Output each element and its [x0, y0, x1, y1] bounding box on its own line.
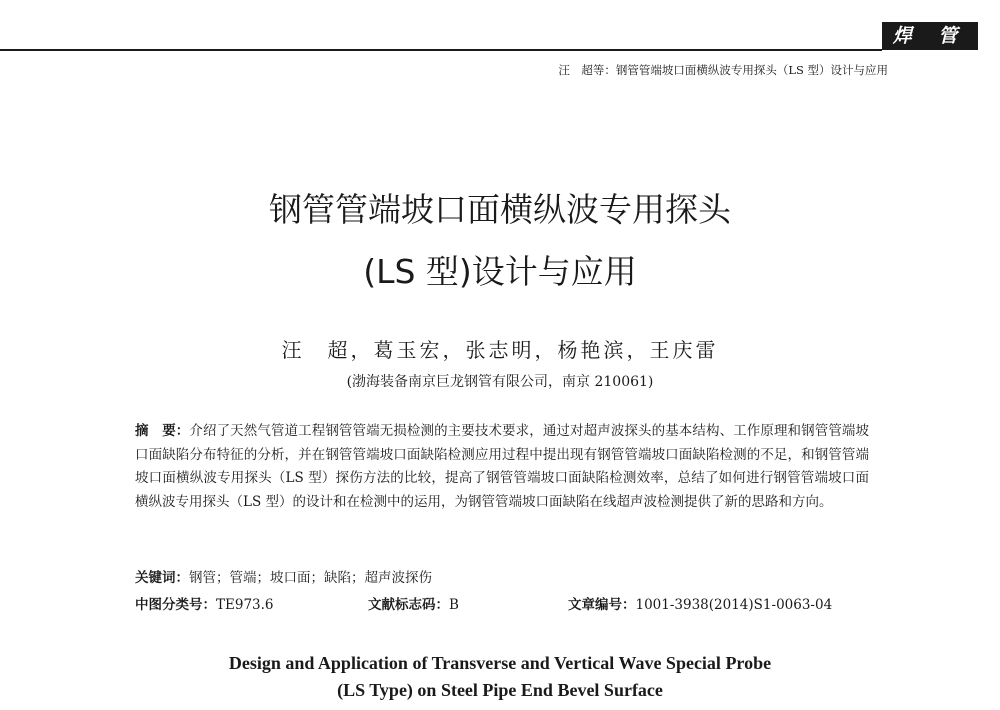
affiliation: (渤海装备南京巨龙钢管有限公司，南京 210061)	[346, 374, 654, 390]
clc-value: TE973.6	[216, 597, 274, 613]
keywords	[135, 566, 432, 586]
title-line-1: 钢管管端坡口面横纵波专用探头	[269, 190, 731, 229]
running-head: 汪 超等：钢管管端坡口面横纵波专用探头（LS 型）设计与应用	[558, 63, 888, 77]
doc-code-label: 文献标志码：	[368, 597, 449, 613]
english-title-line-1: Design and Application of Transverse and Vertical Wave Special Probe	[228, 653, 772, 673]
english-title-line-2: (LS Type) on Steel Pipe End Bevel Surface	[337, 680, 663, 700]
header-rule	[0, 49, 882, 51]
article-number-value: 1001-3938(2014)S1-0063-04	[635, 597, 833, 613]
keywords-label: 关键词：	[135, 570, 189, 586]
authors: 汪 超，葛玉宏，张志明，杨艳滨，王庆雷	[281, 338, 719, 362]
abstract	[135, 420, 869, 514]
article-number-label: 文章编号：	[568, 597, 636, 613]
clc-number	[135, 593, 274, 613]
document-code	[368, 593, 459, 613]
title-line-2: (LS 型)设计与应用	[363, 252, 637, 291]
article-number	[568, 593, 832, 613]
section-tag: 焊 管	[882, 22, 978, 50]
doc-code-value: B	[449, 597, 459, 613]
abstract-text: 介绍了天然气管道工程钢管管端无损检测的主要技术要求，通过对超声波探头的基本结构、工作原理和钢管管端坡口面缺陷分布特征的分析，并在钢管管端坡口面缺陷检测应用过程中提出现有钢管管端坡口面缺陷检测的不足，和钢管管端坡口面横纵波专用探头（LS 型）探伤方法的比较，提高了钢管管端坡口面缺陷检测效率，总结了如何进行钢管管端坡口面横纵波专用探头（LS 型）的设计和在检测中的运用，为钢管管端坡口面缺陷在线超声波检测提供了新的思路和方向。	[135, 423, 870, 510]
abstract-label: 摘 要：	[135, 423, 190, 439]
keywords-text: 钢管；管端；坡口面；缺陷；超声波探伤	[189, 570, 432, 586]
clc-label: 中图分类号：	[135, 597, 216, 613]
